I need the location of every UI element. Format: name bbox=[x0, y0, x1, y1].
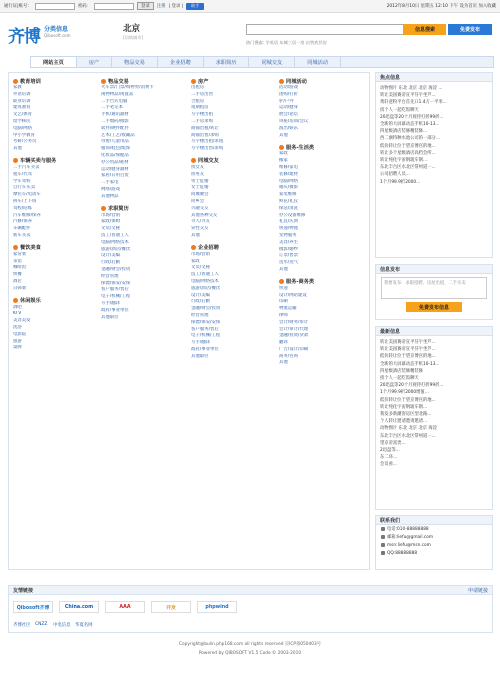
category-link[interactable]: 市场/营销 bbox=[191, 251, 211, 257]
helper-badge[interactable]: 助手 bbox=[186, 3, 204, 10]
category-link[interactable]: 律师 bbox=[279, 312, 288, 318]
category-column bbox=[279, 73, 363, 367]
section-list bbox=[191, 252, 275, 361]
section-list bbox=[279, 85, 363, 139]
news-item[interactable]: 望京帝富贵... bbox=[380, 440, 406, 446]
contact-panel bbox=[375, 515, 493, 570]
nav-tab[interactable]: 求职简历 bbox=[204, 57, 250, 67]
news-item[interactable]: 找个人一起吃饭聊天 bbox=[380, 107, 419, 113]
category-link[interactable]: 美容美发 bbox=[13, 318, 31, 324]
text-link[interactable]: 齐博社区 bbox=[13, 623, 31, 628]
category-link[interactable]: 建筑教育 bbox=[13, 105, 31, 111]
category-link[interactable]: 经营管理 bbox=[191, 312, 209, 318]
news-item[interactable]: 转让多个星级酒店高档会所... bbox=[380, 150, 436, 156]
category-link[interactable]: 其他职位 bbox=[191, 353, 209, 359]
user-label: 通行证|帐号： bbox=[4, 4, 32, 9]
nav-tab[interactable]: 房产 bbox=[77, 57, 112, 67]
section-title[interactable]: 教育培训 bbox=[13, 77, 97, 85]
password-label: 密码： bbox=[77, 4, 92, 9]
category-link[interactable]: 母婴/儿童用品 bbox=[101, 139, 129, 145]
category-link[interactable]: 办公设备维修 bbox=[279, 212, 306, 218]
category-link[interactable]: 其他 bbox=[279, 266, 288, 272]
category-link[interactable]: 装修/建材 bbox=[279, 171, 299, 177]
category-link[interactable]: 家政 bbox=[279, 151, 288, 157]
category-link[interactable]: 物流运输 bbox=[279, 306, 297, 312]
category-link[interactable]: 网络/游戏 bbox=[101, 186, 121, 192]
publish-title: 信息发布 bbox=[376, 265, 492, 274]
logo-link-aaa[interactable]: AAA bbox=[105, 601, 145, 613]
category-link[interactable]: 艺术/工艺/收藏品 bbox=[101, 132, 135, 138]
section-icon bbox=[13, 298, 18, 303]
category-link[interactable]: 自行车买卖 bbox=[13, 185, 35, 191]
category-link[interactable]: 化妆品/保健品 bbox=[101, 152, 129, 158]
news-item[interactable]: 四星级酒店装修精装修 bbox=[380, 368, 423, 374]
nav-tab[interactable]: 企业招聘 bbox=[158, 57, 204, 67]
section-icon bbox=[279, 279, 284, 284]
news-item[interactable]: 低价转让位于望京博宫的地... bbox=[380, 143, 436, 149]
category-link[interactable]: 其他各种交友 bbox=[191, 212, 218, 218]
category-link[interactable]: 写手/翻译 bbox=[101, 300, 121, 306]
news-item[interactable]: 2迅盘等... bbox=[380, 448, 400, 454]
category-link[interactable]: 电影院 bbox=[13, 331, 27, 337]
section-list bbox=[13, 165, 97, 240]
category-link[interactable]: 家政/保姆 bbox=[101, 219, 121, 225]
category-link[interactable]: 桌牌 bbox=[13, 345, 22, 351]
logo-main: 齐博 bbox=[8, 27, 40, 47]
date-and-links: 2012年8月10日 星期五 12:10 下午 设为首页 加入收藏 bbox=[386, 4, 496, 9]
category-link[interactable]: 保洁/清洗 bbox=[279, 205, 299, 211]
category-link[interactable]: 同乡会 bbox=[191, 198, 205, 204]
category-link[interactable]: 电子/机械/工程 bbox=[191, 333, 221, 339]
news-item[interactable]: 会员看... bbox=[380, 462, 397, 468]
category-link[interactable]: 写字楼出租 bbox=[191, 112, 213, 118]
category-link[interactable]: 文艺/体育 bbox=[13, 112, 33, 118]
category-link[interactable]: 电脑/网络 bbox=[279, 178, 299, 184]
contact-title: 联系我们 bbox=[376, 516, 492, 525]
section-icon bbox=[279, 145, 284, 150]
msn-icon bbox=[381, 543, 385, 547]
news-item[interactable]: 西二旗特种水池公司的一部分... bbox=[380, 136, 440, 142]
category-link[interactable]: 电脑/网络技术 bbox=[101, 239, 129, 245]
publish-textarea[interactable]: 我要发布：求职招聘、房屋出租、二手买卖 bbox=[381, 277, 487, 299]
category-link[interactable]: 其他职位 bbox=[101, 314, 119, 320]
friend-links-title: 友情链接 bbox=[13, 587, 34, 594]
section-list bbox=[191, 85, 275, 153]
category-link[interactable]: 新车买卖 bbox=[13, 232, 31, 238]
publish-info-button[interactable]: 免费发布信息 bbox=[406, 302, 462, 312]
publish-panel bbox=[375, 264, 493, 320]
category-link[interactable]: 礼仪/庆典 bbox=[279, 219, 299, 225]
category-link[interactable]: 讲座/培训/会议 bbox=[279, 118, 309, 124]
category-link[interactable]: 商铺出售/求购 bbox=[191, 132, 219, 138]
section-icon bbox=[13, 79, 18, 84]
category-link[interactable]: 二手汽车买卖 bbox=[13, 164, 40, 170]
category-link[interactable]: 订票/售票 bbox=[279, 253, 299, 259]
footer bbox=[0, 640, 500, 658]
section-title[interactable]: 同城活动 bbox=[279, 77, 363, 85]
category-link[interactable]: 政府/事业单位 bbox=[191, 346, 219, 352]
category-link[interactable]: 文员/文秘 bbox=[191, 265, 211, 271]
logo-link-phpwind[interactable]: phpwind bbox=[197, 601, 237, 613]
category-link[interactable]: 服饰/鞋包/配饰 bbox=[101, 146, 131, 152]
category-link[interactable]: 家居/日用百货 bbox=[101, 173, 129, 179]
category-link[interactable]: 展会/论坛 bbox=[279, 112, 299, 118]
category-column bbox=[101, 73, 185, 321]
category-link[interactable]: 汽车维修/保养 bbox=[13, 212, 41, 218]
category-link[interactable]: 男士征婚 bbox=[191, 178, 209, 184]
category-link[interactable]: 兴趣交友 bbox=[191, 205, 209, 211]
section-title[interactable]: 物品交易 bbox=[101, 77, 185, 85]
news-item[interactable]: 全新的大屏幕动态手机10-13... bbox=[380, 122, 440, 128]
news-item[interactable]: 转让美国赛帝宣平芬宇坐芦... bbox=[380, 93, 436, 99]
qq-icon bbox=[381, 551, 385, 555]
category-link[interactable]: 出租房 bbox=[191, 85, 205, 90]
category-link[interactable]: 保镖/保安/安保 bbox=[191, 319, 221, 325]
category-link[interactable]: 拼车/上下班 bbox=[13, 198, 37, 204]
password-input[interactable] bbox=[94, 3, 134, 10]
mail-icon bbox=[381, 535, 385, 539]
section-list bbox=[13, 305, 97, 353]
category-link[interactable]: 设计/美编 bbox=[191, 292, 211, 298]
category-link[interactable]: 日韩菜 bbox=[13, 285, 27, 291]
section-list bbox=[13, 85, 97, 153]
category-link[interactable]: 租车/代驾 bbox=[13, 171, 33, 177]
category-link[interactable]: 找女友 bbox=[191, 164, 205, 170]
news-item[interactable]: 低价转让位于望京博宫的地... bbox=[380, 354, 436, 360]
category-link[interactable]: 搬家 bbox=[279, 158, 288, 164]
category-link[interactable]: 送水/送气 bbox=[279, 260, 299, 266]
current-city: 北京 bbox=[123, 24, 141, 34]
category-link[interactable]: 中小学教育 bbox=[13, 132, 35, 138]
category-link[interactable]: 快餐 bbox=[13, 272, 22, 278]
news-item[interactable]: 黄轩意粉平台首先口1.4万一平米... bbox=[380, 100, 447, 106]
focus-news-panel bbox=[375, 72, 493, 258]
section-icon bbox=[191, 158, 196, 163]
category-link[interactable]: 写手/翻译 bbox=[191, 340, 211, 346]
section-title[interactable]: 求职简历 bbox=[101, 205, 185, 213]
news-item[interactable]: 东二环... bbox=[380, 455, 397, 461]
category-link[interactable]: 摄影/婚纱 bbox=[279, 246, 299, 252]
category-link[interactable]: 写字楼出售/求购 bbox=[191, 146, 224, 152]
contact-email: 邮箱:liefu@gmail.com bbox=[376, 533, 492, 541]
logo-sub: 分类信息 bbox=[44, 26, 69, 33]
top-bar bbox=[0, 0, 500, 13]
category-link[interactable]: 二手房出售 bbox=[191, 91, 213, 97]
news-item[interactable]: 我发多新潮客房区型北路... bbox=[380, 412, 432, 418]
section-title[interactable]: 同城交友 bbox=[191, 157, 275, 165]
contact-qq: QQ:88888888 bbox=[376, 549, 492, 557]
news-item[interactable]: 20迅盘等20十月观待打折99折... bbox=[380, 114, 444, 120]
login-button[interactable]: 登录 bbox=[137, 2, 154, 10]
text-link[interactable]: 华夏名网 bbox=[75, 623, 93, 628]
category-link[interactable]: 摩托车/电动车 bbox=[13, 192, 41, 198]
news-item[interactable]: 转让纯化宇宙钢玻车钢... bbox=[380, 404, 428, 410]
category-link[interactable]: 合租房 bbox=[191, 98, 205, 104]
category-link[interactable]: 电脑/网络 bbox=[13, 125, 33, 131]
latest-panel bbox=[375, 326, 493, 510]
category-link[interactable]: 外语培训 bbox=[13, 91, 31, 97]
news-item[interactable]: 东北丰台区水北区常州道一... bbox=[380, 165, 436, 171]
section-icon bbox=[101, 79, 106, 84]
logo-url: Qibosoft.com bbox=[44, 33, 71, 38]
category-link[interactable]: 旅游/酒店/餐饮 bbox=[191, 285, 221, 291]
copyright: Copyright@bulin.php168.com all rights reserved 京ICP备050403号 bbox=[179, 642, 321, 647]
category-link[interactable]: 茶馆 bbox=[13, 258, 22, 264]
category-link[interactable]: 美容/养生 bbox=[279, 239, 299, 245]
category-link[interactable]: 酒店 bbox=[13, 278, 22, 284]
category-link[interactable]: 其他 bbox=[279, 132, 288, 138]
category-link[interactable]: 咖啡馆 bbox=[13, 265, 27, 271]
latest-list bbox=[376, 336, 492, 472]
news-item[interactable]: 东北丰台区水北区常州道一... bbox=[380, 433, 436, 439]
nav-tab[interactable]: 同城交友 bbox=[249, 57, 295, 67]
category-link[interactable]: 文员/文秘 bbox=[101, 226, 121, 232]
category-link[interactable]: KTV bbox=[13, 311, 22, 317]
register-link[interactable]: 注册 bbox=[156, 4, 166, 9]
category-link[interactable]: 演出/娱乐 bbox=[279, 125, 299, 131]
nav-tab[interactable]: 同城活动 bbox=[295, 57, 341, 67]
category-link[interactable]: 汽修/保养 bbox=[13, 219, 33, 225]
news-item[interactable]: 低价转让位于望京博宫的地... bbox=[380, 397, 436, 403]
section-title[interactable]: 车辆买卖与服务 bbox=[13, 157, 97, 165]
category-link[interactable]: 职业培训 bbox=[13, 98, 31, 104]
focus-news-title: 焦点信息 bbox=[376, 73, 492, 82]
category-link[interactable]: 技工/普通工人 bbox=[191, 272, 219, 278]
category-link[interactable]: 二手台式电脑 bbox=[101, 98, 128, 104]
text-link[interactable]: CNZZ bbox=[35, 622, 48, 627]
category-column bbox=[191, 73, 275, 360]
category-link[interactable]: 运动/健身 bbox=[279, 105, 299, 111]
category-link[interactable]: 活动/游戏 bbox=[279, 85, 299, 90]
news-item[interactable]: 公司招聘人员... bbox=[380, 172, 410, 178]
section-title[interactable]: 服务-生活类 bbox=[279, 143, 363, 151]
category-link[interactable]: 其他 bbox=[279, 360, 288, 366]
category-link[interactable]: 家常菜 bbox=[13, 251, 27, 257]
category-link[interactable]: 二手房求购 bbox=[191, 118, 213, 124]
category-link[interactable]: 二手数码/摄影 bbox=[101, 118, 129, 124]
news-item[interactable]: 20迅盘等20十月观待打折99折... bbox=[380, 383, 444, 389]
category-link[interactable]: 寻人/寻友 bbox=[191, 219, 211, 225]
category-link[interactable]: 客户服务/售后 bbox=[191, 326, 219, 332]
category-link[interactable]: 婚庆/摄影 bbox=[279, 185, 299, 191]
switch-city-link[interactable]: [切换城市] bbox=[123, 35, 144, 40]
category-link[interactable]: 设计/网站建设 bbox=[279, 292, 307, 298]
category-link[interactable]: 女士征婚 bbox=[191, 185, 209, 191]
top-links: | 登录 | bbox=[168, 4, 184, 9]
news-item[interactable]: 找个人一起吃饭聊天 bbox=[380, 376, 419, 382]
section-icon bbox=[101, 206, 106, 211]
category-link[interactable]: 旅游 bbox=[13, 338, 22, 344]
category-link[interactable]: 印刷 bbox=[279, 299, 288, 305]
nav-tab[interactable]: 网站主页 bbox=[31, 57, 77, 67]
section-title[interactable]: 餐饮美食 bbox=[13, 244, 97, 252]
section-title[interactable]: 房产 bbox=[191, 77, 275, 85]
section-icon bbox=[13, 245, 18, 250]
category-link[interactable]: 办公用品/耗材 bbox=[101, 159, 129, 165]
section-list bbox=[101, 85, 185, 201]
category-link[interactable]: 保镖/保安/安保 bbox=[101, 280, 131, 286]
category-link[interactable]: 团购/打折 bbox=[279, 91, 299, 97]
friend-links-header bbox=[9, 586, 492, 595]
category-link[interactable]: 广告/设计/印刷 bbox=[279, 346, 309, 352]
latest-title: 最新信息 bbox=[376, 327, 492, 336]
news-item[interactable]: 转让美国赛帝宣平芬宇坐芦... bbox=[380, 340, 436, 345]
category-link[interactable]: 商务/咨询 bbox=[279, 353, 299, 359]
category-link[interactable]: 异性交友 bbox=[191, 226, 209, 232]
news-item[interactable]: 个人转让邀请邀请邀请... bbox=[380, 419, 428, 425]
category-link[interactable]: 旅游/酒店/餐饮 bbox=[101, 246, 131, 252]
category-link[interactable]: 电脑/网络技术 bbox=[191, 278, 219, 284]
category-link[interactable]: 闲物物品/闲置品 bbox=[101, 91, 134, 97]
site-logo[interactable] bbox=[8, 20, 70, 52]
news-item[interactable]: 转让美国赛帝宣平芬宇坐芦... bbox=[380, 347, 436, 353]
category-link[interactable]: 维修/家电 bbox=[279, 164, 299, 170]
section-list bbox=[279, 151, 363, 273]
category-link[interactable]: 政府/事业单位 bbox=[101, 307, 129, 313]
logo-link-dev[interactable]: 开发 bbox=[151, 601, 191, 613]
focus-news-list bbox=[376, 82, 492, 189]
news-item[interactable]: 1个月99.9折2000增值... bbox=[380, 390, 429, 396]
category-link[interactable]: 酒吧 bbox=[13, 304, 22, 310]
category-link[interactable]: 经营管理 bbox=[101, 273, 119, 279]
category-link[interactable]: 金融/财会/投资 bbox=[101, 266, 131, 272]
search-button[interactable]: 信息搜索 bbox=[404, 24, 446, 35]
category-link[interactable]: 驴/户外 bbox=[279, 98, 294, 104]
section-icon bbox=[13, 158, 18, 163]
phone-icon bbox=[381, 527, 385, 531]
main-nav bbox=[30, 56, 494, 68]
category-link[interactable]: 快递 bbox=[279, 285, 288, 291]
section-title[interactable]: 休闲娱乐 bbox=[13, 297, 97, 305]
username-input[interactable] bbox=[35, 3, 75, 10]
category-link[interactable]: 家电维修 bbox=[279, 192, 297, 198]
section-icon bbox=[279, 79, 284, 84]
category-link[interactable]: 学车驾校 bbox=[13, 178, 31, 184]
category-link[interactable]: 车辆配件 bbox=[13, 226, 31, 232]
apply-link[interactable]: 申请链接 bbox=[467, 587, 488, 594]
contact-msn: msn:liefu@msn.com bbox=[376, 541, 492, 549]
category-link[interactable]: 其他物品 bbox=[101, 193, 119, 199]
category-link[interactable]: 短期租房 bbox=[191, 105, 209, 111]
text-link[interactable]: 中电信息 bbox=[53, 623, 71, 628]
category-link[interactable]: 电子/机械/工程 bbox=[101, 294, 131, 300]
category-link[interactable]: 市场/营销 bbox=[101, 212, 121, 218]
category-panel bbox=[8, 72, 370, 570]
category-link[interactable]: 翻译 bbox=[279, 340, 288, 346]
category-link[interactable]: 驾校/陪练 bbox=[13, 205, 33, 211]
category-link[interactable]: 其他 bbox=[13, 146, 22, 152]
category-link[interactable]: 鲜花/礼仪 bbox=[279, 198, 299, 204]
category-link[interactable]: 行政/后勤 bbox=[101, 260, 121, 266]
category-link[interactable]: 运动/健身器材 bbox=[101, 166, 129, 172]
search-input[interactable] bbox=[246, 24, 404, 35]
category-link[interactable]: 洗浴 bbox=[13, 324, 22, 330]
news-item[interactable]: 动物图片 东北 北京 北京 海淀 bbox=[380, 426, 438, 432]
category-link[interactable]: 二手家电 bbox=[101, 180, 119, 186]
category-link[interactable]: 写字楼出租/求租 bbox=[191, 139, 224, 145]
category-link[interactable]: 商铺出租/转让 bbox=[191, 125, 219, 131]
category-link[interactable]: 家教 bbox=[13, 85, 22, 90]
category-link[interactable]: 会计/财务/审计 bbox=[279, 319, 309, 325]
section-list bbox=[101, 213, 185, 322]
publish-button[interactable]: 免费发布 bbox=[448, 24, 492, 35]
category-link[interactable]: 找男友 bbox=[191, 171, 205, 177]
category-link[interactable]: 会计/审计/代理 bbox=[279, 326, 309, 332]
category-link[interactable]: 二手笔记本 bbox=[101, 105, 123, 111]
category-link[interactable]: 考研/公务员 bbox=[13, 139, 37, 145]
category-link[interactable]: 快递/物流 bbox=[279, 226, 299, 232]
friend-links bbox=[8, 585, 493, 633]
section-list bbox=[279, 286, 363, 368]
news-item[interactable]: 转让纯化宇宙钢玻车钢... bbox=[380, 158, 428, 164]
category-link[interactable]: 技工/普通工人 bbox=[101, 232, 129, 238]
category-column bbox=[13, 73, 97, 352]
category-link[interactable]: 行政/后勤 bbox=[191, 299, 211, 305]
section-icon bbox=[191, 79, 196, 84]
category-link[interactable]: 软件/硬件配件 bbox=[101, 125, 129, 131]
section-list bbox=[13, 252, 97, 293]
section-icon bbox=[191, 245, 196, 250]
section-title[interactable]: 服务-商务类 bbox=[279, 278, 363, 286]
logo-link-qibo[interactable]: Qibosoft齐博 bbox=[13, 601, 53, 613]
category-link[interactable]: 设计/美编 bbox=[101, 253, 121, 259]
category-link[interactable]: 火车票/门票/购物券/消费卡 bbox=[101, 85, 154, 90]
category-link[interactable]: 金融/财会/投资 bbox=[191, 306, 221, 312]
news-item[interactable]: 1个月99.9折2000... bbox=[380, 179, 421, 185]
category-link[interactable]: 宠物服务 bbox=[279, 232, 297, 238]
category-link[interactable]: 金融/投资/贷款 bbox=[279, 333, 309, 339]
category-link[interactable]: 留学移民 bbox=[13, 118, 31, 124]
news-item[interactable]: 全新的大屏幕动态手机10-13... bbox=[380, 361, 440, 367]
section-title[interactable]: 企业招聘 bbox=[191, 244, 275, 252]
contact-phone: 电话:010-88888888 bbox=[376, 525, 492, 533]
category-link[interactable]: 家政 bbox=[191, 258, 200, 264]
category-link[interactable]: 其他 bbox=[191, 232, 200, 238]
category-link[interactable]: 同城聚会 bbox=[191, 192, 209, 198]
nav-tab[interactable]: 物品交易 bbox=[112, 57, 158, 67]
hot-searches: 热门搜索: 学英语 东城三居一房 出售底层房 bbox=[246, 40, 327, 45]
news-item[interactable]: 动物图片 东北 北京 北京 海淀 ... bbox=[380, 86, 443, 91]
news-item[interactable]: 四星级酒店装修精装修... bbox=[380, 129, 428, 135]
logo-link-china[interactable]: China.com bbox=[59, 601, 99, 613]
category-link[interactable]: 客户服务/售后 bbox=[101, 287, 129, 293]
category-link[interactable]: 手机/通讯器材 bbox=[101, 112, 129, 118]
section-list bbox=[191, 165, 275, 240]
powered-by: Powered by QIBOSOFT V1.5 Code © 2003-2010 bbox=[198, 651, 302, 656]
